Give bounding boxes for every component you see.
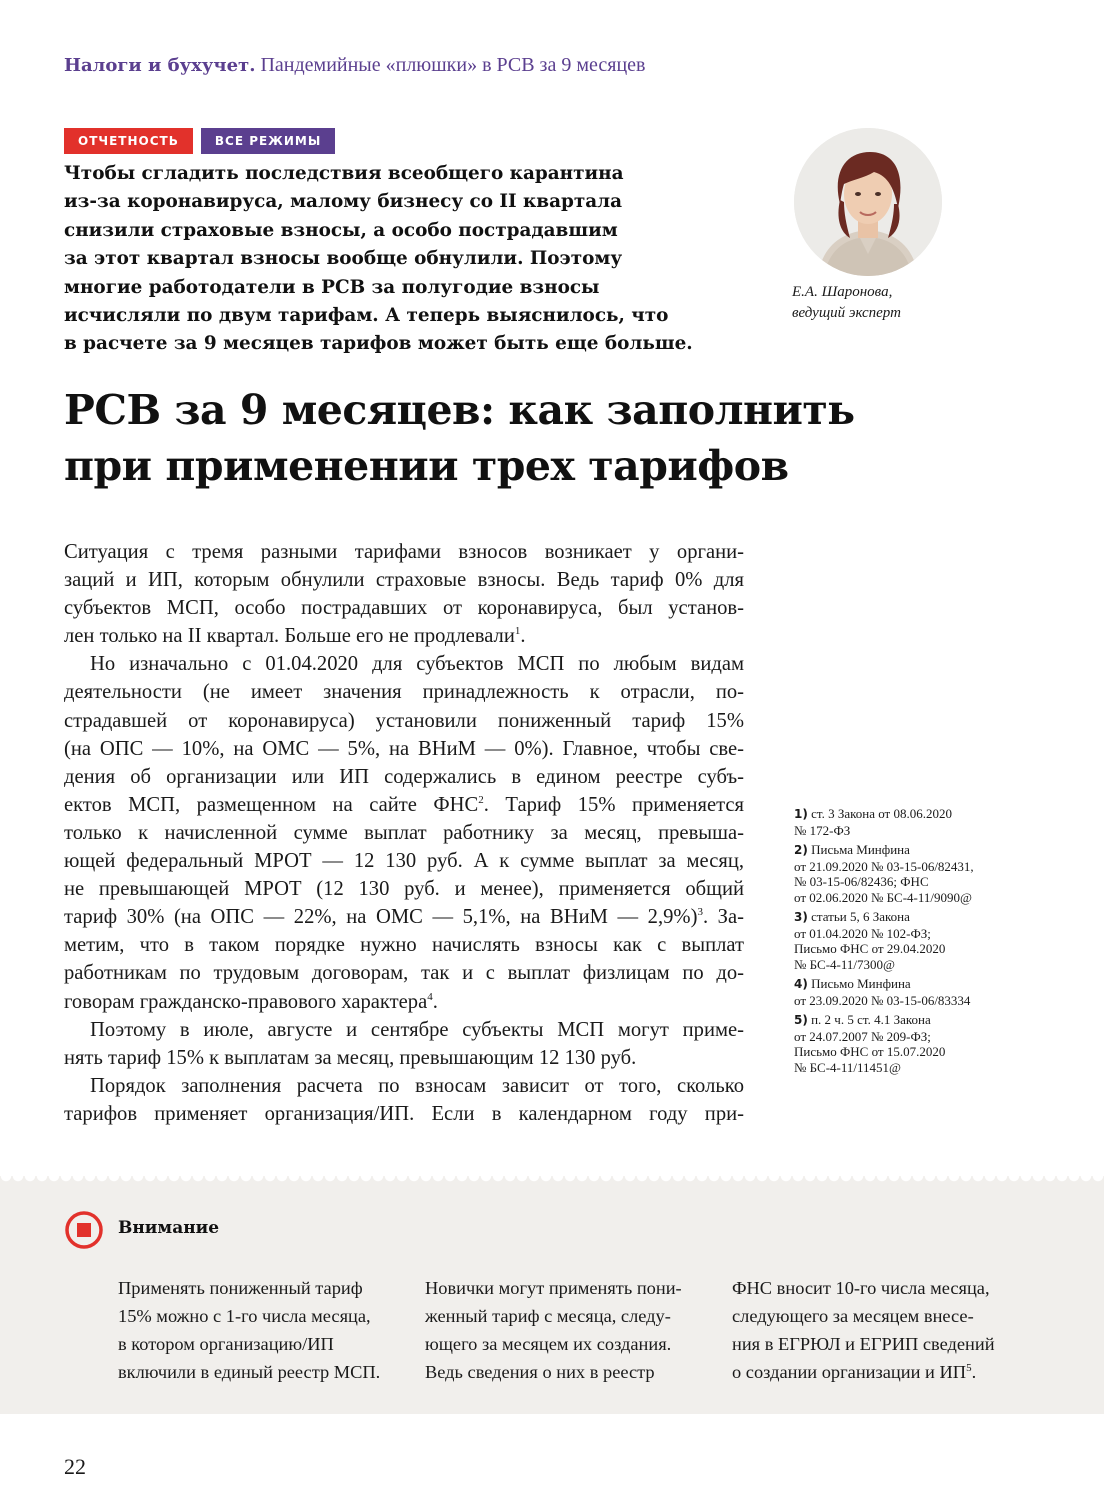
- body-line: ектов МСП, размещенном на сайте ФНС$^2$. Тариф 15% применяется: [64, 793, 744, 816]
- attention-column-1: Применять пониженный тариф 15% можно с 1-го числа месяца, в котором организацию/ИП включили в единый реестр МСП.: [118, 1278, 381, 1382]
- running-head-section: Налоги и бухучет.: [64, 55, 256, 76]
- body-line: Поэтому в июле, августе и сентябре субъекты МСП могут приме-: [90, 1018, 744, 1041]
- attention-box: [0, 1182, 1104, 1414]
- attention-column-2: Новички могут применять пони- женный тариф с месяца, следу- ющего за месяцем их создания. Ведь сведения о них в реестр: [425, 1278, 682, 1382]
- tag-reporting[interactable]: ОТЧЕТНОСТЬ: [64, 128, 193, 154]
- article-headline: [64, 382, 855, 494]
- headline-line: при применении трех тарифов: [64, 442, 789, 490]
- footnote-ref[interactable]: 5: [966, 1362, 972, 1374]
- page-number: 22: [64, 1454, 86, 1479]
- body-line: субъектов МСП, особо пострадавших от коронавируса, был установ-: [64, 597, 744, 620]
- body-line: дения об организации или ИП содержались в едином реестре субъ-: [64, 765, 744, 788]
- footnote-ref[interactable]: 3: [697, 906, 703, 919]
- body-line: Ситуация с тремя разными тарифами взносов возникает у органи-: [64, 541, 744, 563]
- footnote-ref[interactable]: 4: [427, 990, 433, 1003]
- body-line: деятельности (не имеет значения принадлежность к отрасли, по-: [64, 681, 744, 704]
- body-line: говорам гражданско-правового характера$^4$.: [64, 990, 438, 1013]
- lead-line: снизили страховые взносы, а особо пострадавшим: [64, 219, 618, 241]
- footnotes-sidebar: [794, 806, 1044, 1079]
- footnote-ref[interactable]: 1: [514, 625, 521, 638]
- lead-line: исчисляли по двум тарифам. А теперь выяснилось, что: [64, 305, 669, 327]
- footnote-2: 2) Письма Минфина от 21.09.2020 № 03-15-06/82431, № 03-15-06/82436; ФНС от 02.06.2020 № БС-4-11/9090@: [794, 842, 974, 905]
- attention-column-3: ФНС вносит 10-го числа месяца, следующего за месяцем внесе- ния в ЕГРЮЛ и ЕГРИП сведений о создании организации и $ИП^5$.: [732, 1278, 995, 1382]
- body-line: (на ОПС — 10%, на ОМС — 5%, на ВНиМ — 0%). Главное, чтобы све-: [64, 737, 744, 760]
- body-line: Порядок заполнения расчета по взносам зависит от того, сколько: [90, 1074, 744, 1097]
- footnote-5: 5) п. 2 ч. 5 ст. 4.1 Закона от 24.07.2007 № 209-ФЗ; Письмо ФНС от 15.07.2020 № БС-4-11/11451@: [794, 1012, 946, 1075]
- body-line: заций и ИП, которым обнулили страховые взносы. Ведь тариф 0% для: [64, 569, 744, 592]
- running-head-title: Пандемийные «плюшки» в РСВ за 9 месяцев: [260, 54, 646, 76]
- attention-title: Внимание: [118, 1218, 220, 1238]
- body-line: только к начисленной сумме выплат работнику за месяц, превыша-: [64, 821, 744, 844]
- author-caption: [792, 282, 901, 324]
- body-line: работникам по трудовым договорам, так и с выплат физлицам по до-: [64, 962, 744, 985]
- footnote-ref[interactable]: 2: [478, 793, 484, 806]
- body-line: Но изначально с 01.04.2020 для субъектов МСП по любым видам: [90, 653, 744, 676]
- author-portrait-illustration: [794, 128, 942, 276]
- body-line: тариф 30% (на ОПС — 22%, на ОМС — 5,1%, на ВНиМ — 2,9%)$^3$. За-: [64, 906, 744, 929]
- running-head: [64, 54, 645, 77]
- body-line: нять тариф 15% к выплатам за месяц, превышающим 12 130 руб.: [64, 1046, 637, 1069]
- lead-line: в расчете за 9 месяцев тарифов может быть еще больше.: [64, 333, 693, 355]
- footnote-1: 1) ст. 3 Закона от 08.06.2020 № 172-ФЗ: [794, 806, 952, 838]
- body-line: ющей федеральный МРОТ — 12 130 руб. А к сумме выплат за месяц,: [64, 850, 744, 873]
- tag-all-regimes[interactable]: ВСЕ РЕЖИМЫ: [201, 128, 335, 154]
- lead-line: за этот квартал взносы вообще обнулили. Поэтому: [64, 248, 623, 270]
- headline-line: РСВ за 9 месяцев: как заполнить: [64, 386, 855, 434]
- article-body: [64, 538, 744, 1128]
- tag-list: [64, 128, 335, 154]
- lead-paragraph: [64, 160, 744, 359]
- author-role: ведущий эксперт: [792, 305, 901, 321]
- lead-line: Чтобы сгладить последствия всеобщего карантина: [64, 163, 624, 184]
- lead-line: из-за коронавируса, малому бизнесу со II квартала: [64, 191, 623, 213]
- body-line: метим, что в таком порядке нужно начислять взносы как с выплат: [64, 934, 744, 957]
- footnote-3: 3) статьи 5, 6 Закона от 01.04.2020 № 102-ФЗ; Письмо ФНС от 29.04.2020 № БС-4-11/7300@: [794, 909, 946, 972]
- body-line: лен только на II квартал. Больше его не продлевали$^1$.: [64, 625, 526, 648]
- author-portrait: [794, 128, 942, 276]
- lead-line: многие работодатели в РСВ за полугодие взносы: [64, 276, 600, 298]
- body-line: страдавшей от коронавируса) установили пониженный тариф 15%: [64, 709, 744, 732]
- footnote-4: 4) Письмо Минфина от 23.09.2020 № 03-15-06/83334: [794, 976, 971, 1008]
- stop-icon: [64, 1210, 104, 1250]
- body-line: не превышающей МРОТ (12 130 руб. и менее), применяется общий: [64, 878, 744, 901]
- author-name: Е.А. Шаронова,: [792, 284, 893, 300]
- body-line: тарифов применяет организация/ИП. Если в календарном году при-: [64, 1102, 744, 1125]
